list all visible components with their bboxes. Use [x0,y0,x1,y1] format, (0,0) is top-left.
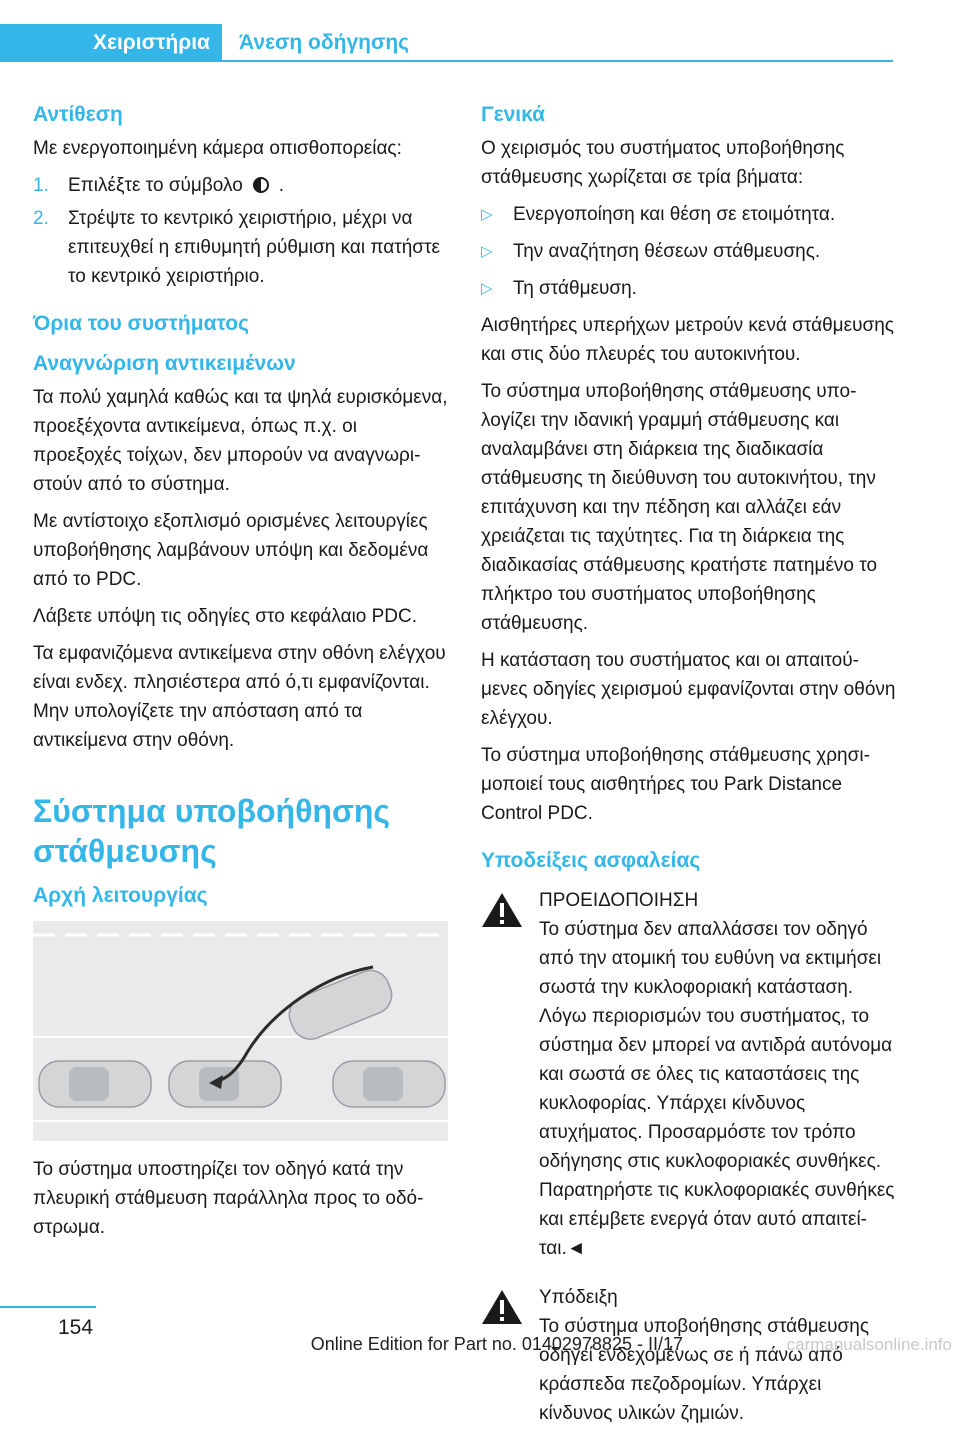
steps-list [481,200,896,303]
principle-heading: Αρχή λειτουργίας [33,884,208,907]
paragraph: Τα εμφανιζόμενα αντικείμενα στην οθόνη ελέγχου είναι ενδεχ. πλησιέστερα από ό,τι εμφανίζονται. Μην υπολογίζετε την απόσταση από τα αντικείμενα στην οθόνη. [33,643,446,751]
step-text-end: . [278,175,285,196]
contrast-intro: Με ενεργοποιημένη κάμερα οπισθοπορείας: [33,138,402,159]
parking-illustration [33,921,448,1141]
safety-heading: Υποδείξεις ασφαλείας [481,849,701,872]
triangle-bullet-icon: ▷ [481,280,493,297]
triangle-bullet-icon: ▷ [481,206,493,223]
recognition-heading: Αναγνώριση αντικειμένων [33,352,296,375]
step-number: 1. [33,175,49,196]
paragraph: Λάβετε υπόψη τις οδηγίες στο κεφάλαιο PDC. [33,606,418,627]
step-item [33,171,448,200]
step-text: Επιλέξτε το σύμβολο [68,175,243,196]
warning-title: ΠΡΟΕΙΔΟΠΟΙΗΣΗ [539,890,699,911]
section-label: Χειριστήρια [93,31,210,54]
note-icon [481,1289,523,1325]
page-header [0,24,893,62]
page-number-rule [0,1306,96,1308]
left-column [33,100,448,1250]
warning-icon [481,892,523,928]
general-intro: Ο χειρισμός του συστήματος υποβοήθησης στάθμευσης χωρίζεται σε τρία βήματα: [481,138,845,188]
right-column [481,100,896,1448]
main-title: Σύστημα υποβοήθησης στάθμευσης [33,793,391,869]
note-title: Υπόδειξη [539,1287,618,1308]
step-number: 2. [33,208,49,229]
list-item [481,274,896,303]
section-tab [0,24,222,62]
step-text: Στρέψτε το κεντρικό χειριστήριο, μέχρι να επιτευχθεί η επιθυμητή ρύθμιση και πατήστε το κεντρικό χειριστήριο. [68,208,441,287]
list-item-text: Την αναζήτηση θέσεων στάθμευσης. [513,241,821,262]
step-item [33,204,448,291]
paragraph: Η κατάσταση του συστήματος και οι απαιτούμενες οδηγίες χειρισμού εμφανίζονται στην οθόνη ελέγχου. [481,650,896,729]
general-heading: Γενικά [481,103,546,126]
header-rule [222,60,893,62]
list-item [481,200,896,229]
paragraph: Τα πολύ χαμηλά καθώς και τα ψηλά ευρισκόμενα, προεξέχοντα αντικείμενα, όπως π.χ. οι προεξοχές τοίχων, δεν μπορούν να αναγνωριστούν από το σύστημα. [33,387,448,495]
watermark: carmanualsonline.info [786,1335,952,1354]
note-text: Το σύστημα υποβοήθησης στάθμευσης οδηγεί ενδεχομένως σε ή πάνω από κράσπεδα πεζοδρομίων. Υπάρχει κίνδυνος υλικών ζημιών. [539,1316,869,1424]
limits-heading: Όρια του συστήματος [33,312,250,335]
edition-footer: Online Edition for Part no. 01402978825 - II/17 [310,1334,683,1354]
contrast-symbol-icon [253,177,269,193]
subsection-tab [239,24,409,62]
list-item-text: Τη στάθμευση. [513,278,637,299]
triangle-bullet-icon: ▷ [481,243,493,260]
paragraph: Το σύστημα υποβοήθησης στάθμευσης χρησιμοποιεί τους αισθητήρες του Park Distance Control PDC. [481,745,870,824]
figure-caption: Το σύστημα υποστηρίζει τον οδηγό κατά την πλευρική στάθμευση παράλληλα προς το οδόστρωμα. [33,1159,424,1238]
warning-text: Το σύστημα δεν απαλλάσσει τον οδηγό από την ατομική του ευθύνη να εκτιμήσει σωστά την κυκλοφοριακή κατάσταση. Λόγω περιορισμών του συστήματος, το σύστημα δεν μπορεί να αντιδρά αυτόνομα και σωστά σε όλες τις καταστάσεις της κυκλοφορίας. Υπάρχει κίνδυνος ατυχήματος. Προσαρμόστε τον τρόπο οδήγησης στις κυκλοφοριακές συνθήκες. Παρατηρήστε τις κυκλοφοριακές συνθήκες και επέμβετε ενεργά όταν αυτό απαιτείται.◄ [539,919,895,1259]
contrast-heading: Αντίθεση [33,103,123,126]
warning-box [481,886,896,1263]
list-item [481,237,896,266]
paragraph: Αισθητήρες υπερήχων μετρούν κενά στάθμευσης και στις δύο πλευρές του αυτοκινήτου. [481,315,894,365]
note-box [481,1283,896,1428]
paragraph: Με αντίστοιχο εξοπλισμό ορισμένες λειτουργίες υποβοήθησης λαμβάνουν υπόψη και δεδομένα από το PDC. [33,511,429,590]
list-item-text: Ενεργοποίηση και θέση σε ετοιμότητα. [513,204,836,225]
subsection-label: Άνεση οδήγησης [239,31,410,54]
contrast-steps [33,171,448,291]
paragraph: Το σύστημα υποβοήθησης στάθμευσης υπολογίζει την ιδανική γραμμή στάθμευσης και αναλαμβάνει στη διάρκεια της διαδικασία στάθμευσης τη διεύθυνση του αυτοκινήτου, την επιτάχυνση και την πέδηση και αλλάζει εάν χρειάζεται τις ταχύτητες. Για τη διάρκεια της διαδικασίας στάθμευσης κρατήστε πατημένο το πλήκτρο του συστήματος υποβοήθησης στάθμευσης. [481,381,878,634]
page-number: 154 [58,1316,94,1339]
